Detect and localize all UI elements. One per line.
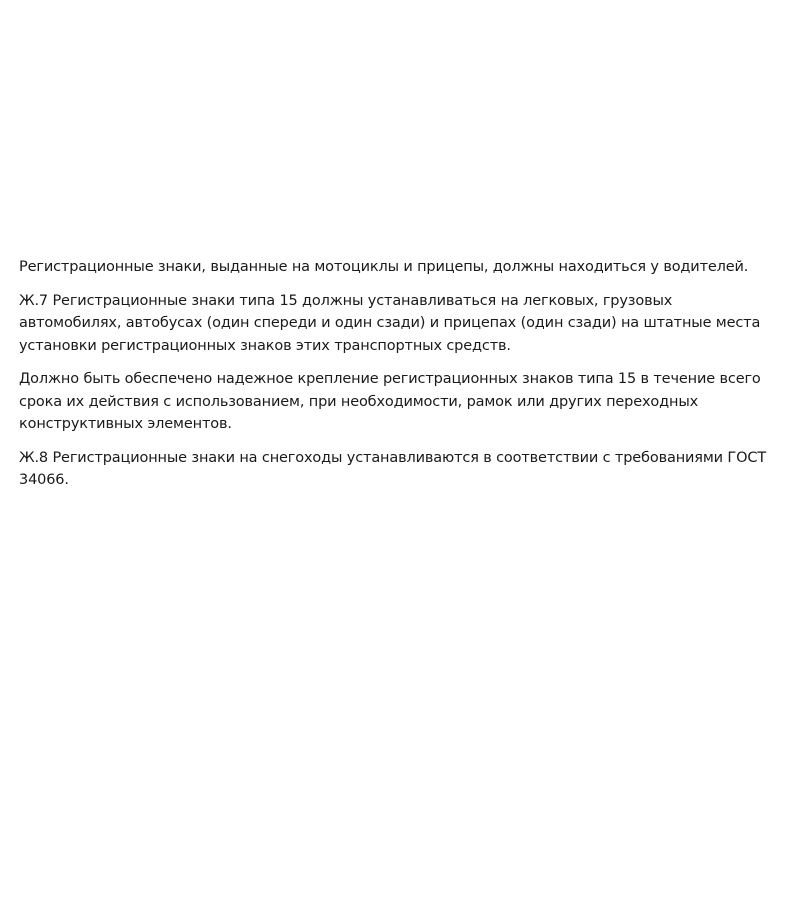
paragraph-type15-secure-mounting: Должно быть обеспечено надежное крепление регистрационных знаков типа 15 в течение всего срока их действия с использованием, при необходимости, рамок или других переходных конструктивных элементов.	[19, 371, 761, 432]
paragraph-zh7-type15-installation: Ж.7 Регистрационные знаки типа 15 должны устанавливаться на легковых, грузовых автомобилях, автобусах (один спереди и один сзади) и прицепах (один сзади) на штатные места установки регистрационных знаков этих транспортных средств.	[19, 292, 761, 354]
paragraph-motorcycle-trailer-plates: Регистрационные знаки, выданные на мотоциклы и прицепы, должны находиться у водителей.	[19, 259, 749, 275]
paragraph-zh8-snowmobile-plates: Ж.8 Регистрационные знаки на снегоходы устанавливаются в соответствии с требованиями ГОСТ 34066.	[19, 449, 767, 488]
document-body	[19, 256, 771, 503]
